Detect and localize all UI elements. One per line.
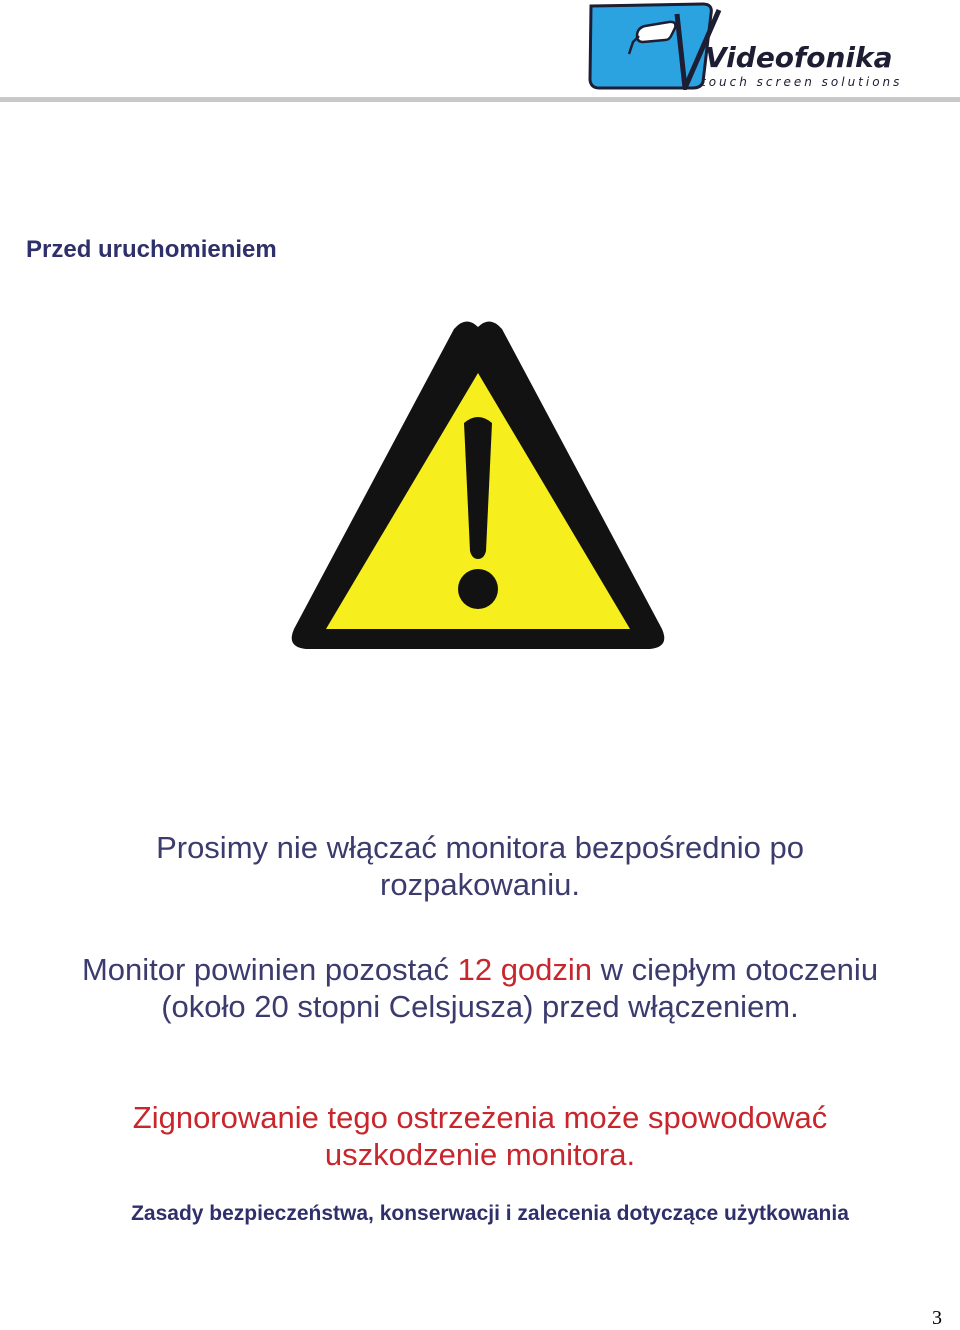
page-number: 3 — [932, 1307, 942, 1329]
damage-warning: Zignorowanie tego ostrzeżenia może spowodować uszkodzenie monitora. — [132, 1100, 828, 1172]
header-divider — [0, 97, 960, 102]
footer-section-title: Zasady bezpieczeństwa, konserwacji i zalecenia dotyczące użytkowania — [131, 1202, 849, 1225]
acclimatization-text-end: w ciepłym otoczeniu (około 20 stopni Celsjusza) przed włączeniem. — [161, 952, 879, 1024]
videofonika-logo — [585, 2, 947, 94]
instruction-no-immediate-power-on: Prosimy nie włączać monitora bezpośrednio po rozpakowaniu. — [156, 830, 804, 902]
warning-exclamation-triangle-icon — [284, 315, 672, 655]
instruction-acclimatization — [60, 951, 900, 1025]
acclimatization-duration: 12 godzin — [457, 952, 593, 987]
section-title: Przed uruchomieniem — [26, 236, 277, 263]
acclimatization-text-start: Monitor powinien pozostać — [81, 952, 458, 987]
logo-wordmark: Videofonika — [705, 41, 893, 74]
logo-tagline: touch screen solutions — [701, 75, 903, 89]
